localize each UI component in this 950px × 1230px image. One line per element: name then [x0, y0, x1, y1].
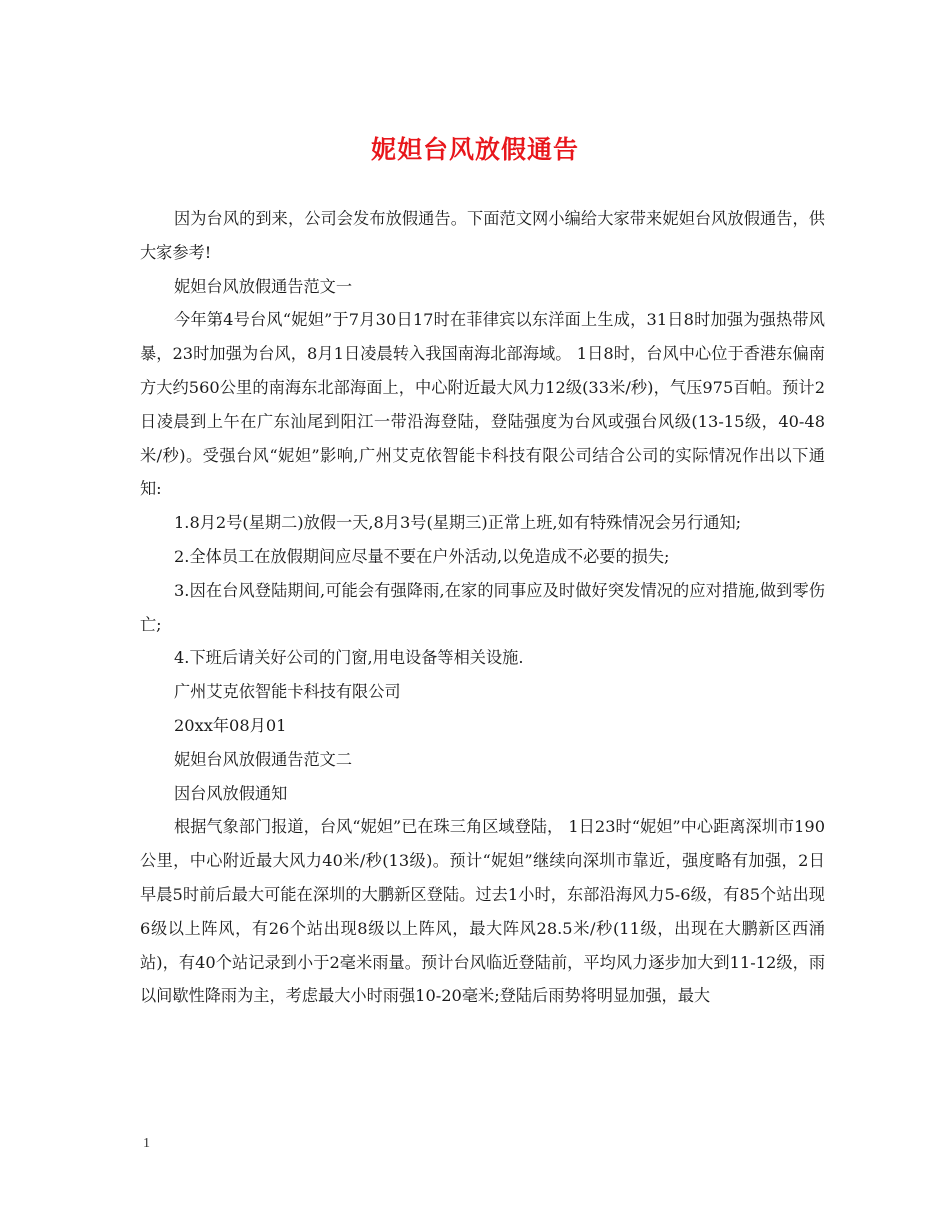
section-heading-sample-one: 妮妲台风放假通告范文一 — [174, 276, 353, 296]
notice-subtitle: 因台风放假通知 — [174, 783, 288, 803]
notice-date: 20xx年08月01 — [174, 715, 287, 735]
notice-item-1: 1.8月2号(星期二)放假一天,8月3号(星期三)正常上班,如有特殊情况会另行通知; — [174, 513, 742, 533]
page-title: 妮妲台风放假通告 — [370, 135, 579, 164]
section-heading-sample-two: 妮妲台风放假通告范文二 — [174, 749, 353, 769]
page-number: 1 — [143, 1136, 150, 1151]
typhoon-report-paragraph: 今年第4号台风“妮妲”于7月30日17时在菲律宾以东洋面上生成，31日8时加强为强热带风暴，23时加强为台风，8月1日凌晨转入我国南海北部海域。 1日8时，台风中心位于香港东偏南方大约560公里的南海东北部海面上，中心附近最大风力12级(33米/秒)，气压975百帕。预计2日凌晨到上午在广东汕尾到阳江一带沿海登陆，登陆强度为台风或强台风级(13-15级，40-48米/秒)。受强台风“妮妲”影响,广州艾克依智能卡科技有限公司结合公司的实际情况作出以下通知: — [140, 310, 825, 499]
company-signature: 广州艾克依智能卡科技有限公司 — [174, 682, 401, 702]
intro-paragraph: 因为台风的到来，公司会发布放假通告。下面范文网小编给大家带来妮妲台风放假通告，供大家参考! — [140, 209, 825, 262]
notice-item-3: 3.因在台风登陆期间,可能会有强降雨,在家的同事应及时做好突发情况的应对措施,做到零伤亡; — [140, 580, 825, 634]
notice-item-2: 2.全体员工在放假期间应尽量不要在户外活动,以免造成不必要的损失; — [174, 546, 670, 566]
weather-report-paragraph: 根据气象部门报道，台风“妮妲”已在珠三角区域登陆， 1日23时“妮妲”中心距离深圳市190公里，中心附近最大风力40米/秒(13级)。预计“妮妲”继续向深圳市靠近，强度略有加强，2日早晨5时前后最大可能在深圳的大鹏新区登陆。过去1小时，东部沿海风力5-6级，有85个站出现6级以上阵风，有26个站出现8级以上阵风，最大阵风28.5米/秒(11级，出现在大鹏新区西涌站)，有40个站记录到小于2毫米雨量。预计台风临近登陆前，平均风力逐步加大到11-12级，雨以间歇性降雨为主，考虑最大小时雨强10-20毫米;登陆后雨势将明显加强，最大 — [140, 817, 825, 1006]
notice-item-4: 4.下班后请关好公司的门窗,用电设备等相关设施. — [174, 648, 524, 668]
document-body — [140, 202, 825, 1013]
